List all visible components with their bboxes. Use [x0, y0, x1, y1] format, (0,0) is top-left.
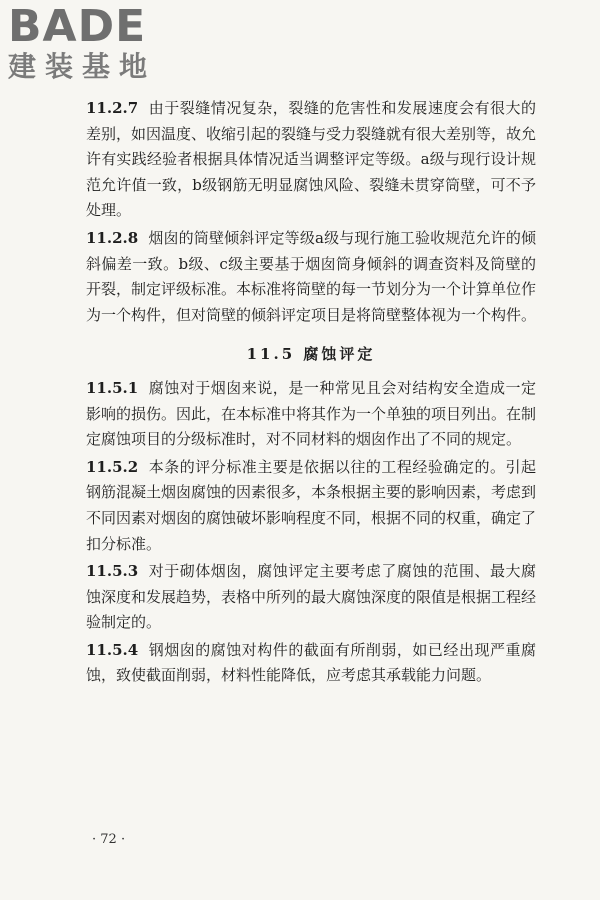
clause-number: 11.2.8: [86, 228, 139, 247]
clause-text: 由于裂缝情况复杂，裂缝的危害性和发展速度会有很大的差别，如因温度、收缩引起的裂缝与受力裂缝就有很大差别等，故允许有实践经验者根据具体情况适当调整评定等级。a级与现行设计规范允许值一致，b级钢筋无明显腐蚀风险、裂缝未贯穿筒壁，可不予处理。: [86, 99, 537, 220]
clause-text: 钢烟囱的腐蚀对构件的截面有所削弱，如已经出现严重腐蚀，致使截面削弱，材料性能降低，应考虑其承载能力问题。: [86, 640, 536, 685]
clause-number: 11.2.7: [86, 99, 139, 117]
bade-logo: [8, 1, 178, 84]
clause-number: 11.5.2: [86, 457, 139, 476]
clause-number: 11.5.1: [86, 378, 139, 397]
clause-number: 11.5.4: [86, 640, 139, 659]
clause-11-5-2: [86, 455, 536, 557]
clause-text: 腐蚀对于烟囱来说，是一种常见且会对结构安全造成一定影响的损伤。因此，在本标准中将其作为一个单独的项目列出。在制定腐蚀项目的分级标准时，对不同材料的烟囱作出了不同的规定。: [86, 378, 537, 449]
clause-text: 本条的评分标准主要是依据以往的工程经验确定的。引起钢筋混凝土烟囱腐蚀的因素很多，本条根据主要的影响因素，考虑到不同因素对烟囱的腐蚀破坏影响程度不同，根据不同的权重，确定了扣分标准。: [86, 457, 537, 553]
clause-11-5-4: [86, 638, 536, 689]
document-body: [86, 96, 536, 691]
page-number: · 72 ·: [92, 832, 126, 847]
section-heading: 11.5 腐蚀评定: [246, 345, 376, 364]
clause-11-2-8: [86, 226, 536, 328]
clause-text: 对于砌体烟囱，腐蚀评定主要考虑了腐蚀的范围、最大腐蚀深度和发展趋势，表格中所列的最大腐蚀深度的限值是根据工程经验制定的。: [86, 562, 537, 632]
logo-bade-text: BADE: [8, 1, 147, 52]
clause-number: 11.5.3: [86, 562, 139, 581]
clause-11-2-7: [86, 96, 536, 224]
logo-chinese-text: 建装基地: [8, 50, 157, 83]
clause-text: 烟囱的筒壁倾斜评定等级a级与现行施工验收规范允许的倾斜偏差一致。b级、c级主要基于烟囱筒身倾斜的调查资料及筒壁的开裂，制定评级标准。本标准将筒壁的每一节划分为一个计算单位作为一个构件，但对筒壁的倾斜评定项目是将筒壁整体视为一个构件。: [86, 228, 537, 324]
clause-11-5-1: [86, 376, 536, 453]
clause-11-5-3: [86, 559, 536, 636]
